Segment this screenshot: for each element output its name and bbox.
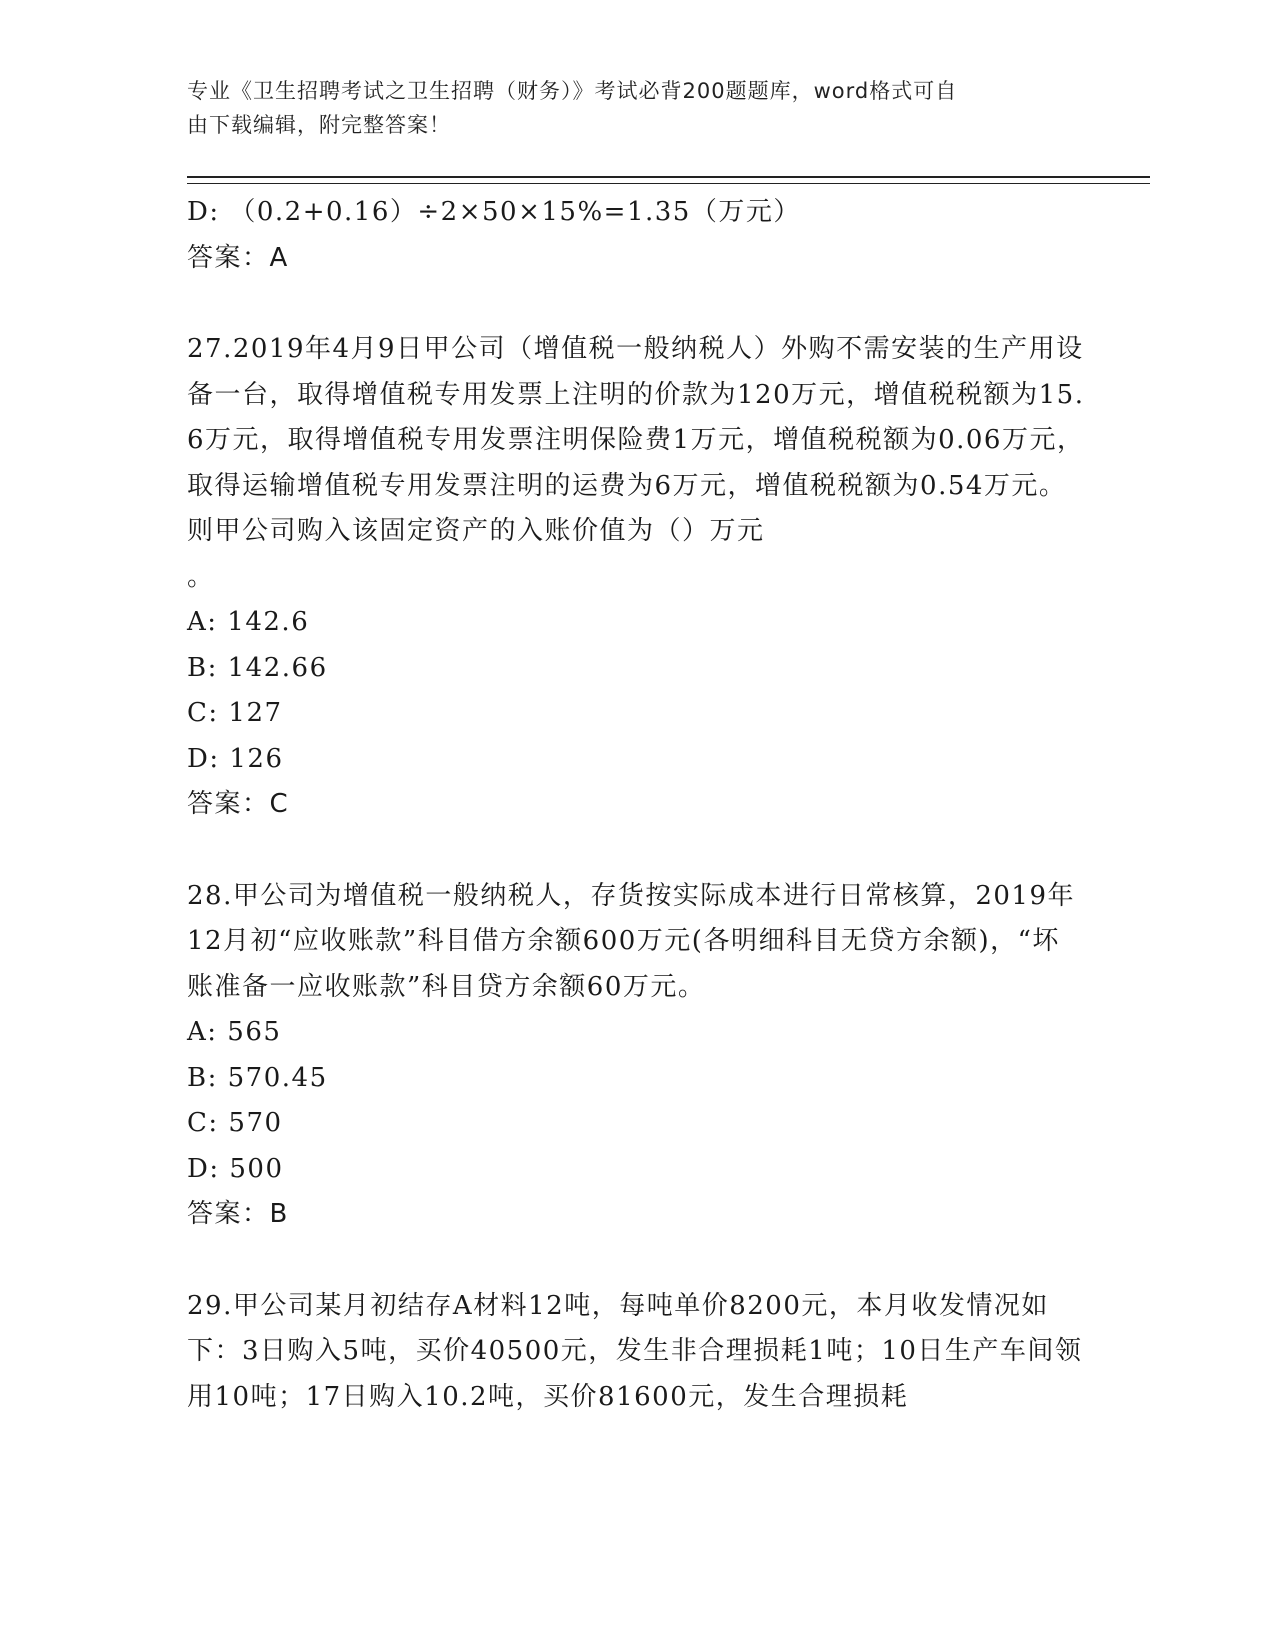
header-rule-thin (187, 183, 1150, 184)
option-a: A: 142.6 (187, 607, 310, 637)
option-c: C: 570 (187, 1108, 283, 1138)
question-27-text: 27.2019年4月9日甲公司（增值税一般纳税人）外购不需安装的生产用设备一台，取得增值税专用发票上注明的价款为120万元，增值税税额为15.6万元，取得增值税专用发票注明保险费1万元，增值税税额为0.06万元，取得运输增值税专用发票注明的运费为6万元，增值税税额为0.54万元。则甲公司购入该固定资产的入账价值为（）万元 (187, 334, 1085, 546)
option-d: D: （0.2+0.16）÷2×50×15%=1.35（万元） (187, 197, 801, 227)
document-header (187, 74, 1067, 142)
question-27-tail: 。 (187, 561, 215, 592)
answer-line: 答案：A (187, 242, 289, 273)
option-b: B: 570.45 (187, 1062, 328, 1093)
spacer (187, 828, 1087, 874)
header-line-1: 专业《卫生招聘考试之卫生招聘（财务）》考试必背200题题库，word格式可自 (187, 79, 958, 103)
header-rule-thick (187, 176, 1150, 178)
answer-line: 答案：B (187, 1199, 289, 1229)
option-b: B: 142.66 (187, 652, 328, 683)
spacer (187, 281, 1087, 327)
document-body (187, 190, 1087, 1420)
question-28-text: 28.甲公司为增值税一般纳税人，存货按实际成本进行日常核算，2019年12月初“应收账款”科目借方余额600万元(各明细科目无贷方余额)，“坏账准备一应收账款”科目贷方余额60万元。 (187, 880, 1076, 1002)
header-line-2: 由下载编辑，附完整答案！ (187, 113, 451, 137)
option-a: A: 565 (187, 1017, 282, 1047)
answer-line: 答案：C (187, 789, 290, 819)
option-d: D: 500 (187, 1153, 284, 1184)
question-29-text: 29.甲公司某月初结存A材料12吨，每吨单价8200元，本月收发情况如下：3日购入5吨，买价40500元，发生非合理损耗1吨；10日生产车间领用10吨；17日购入10.2吨，买价81600元，发生合理损耗 (187, 1290, 1083, 1412)
option-c: C: 127 (187, 698, 283, 728)
spacer (187, 1238, 1087, 1284)
option-d: D: 126 (187, 743, 284, 774)
